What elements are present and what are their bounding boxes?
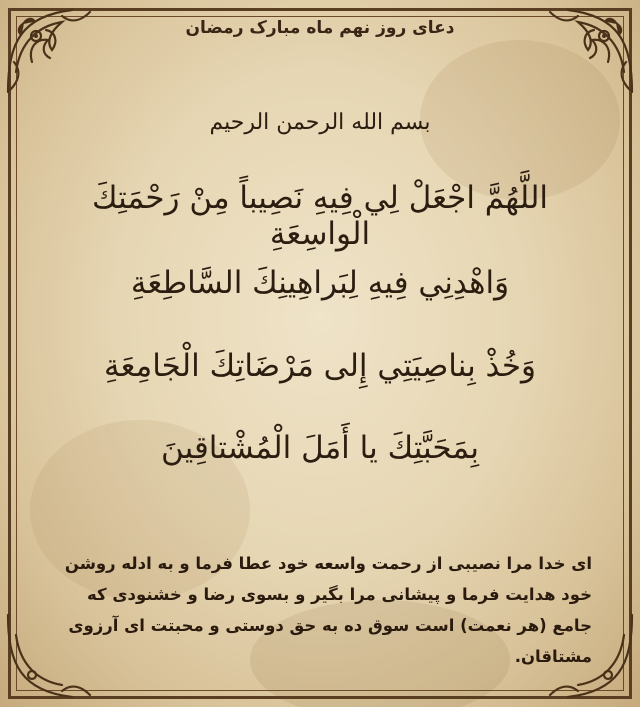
translation-paragraph: ای خدا مرا نصیبی از رحمت واسعه خود عطا فرما و به ادله روشن خود هدایت فرما و پیشانی مرا بگیر و بسوی رضا و خشنودی که جامع (هر نعمت) است سوق ده به حق دوستی و محبتت ای آرزوی مشتاقان.: [64, 554, 592, 666]
prayer-line-2: وَاهْدِنِي فِيهِ لِبَراهِينِكَ السَّاطِعَةِ: [130, 265, 510, 301]
prayer-line-1: اللَّهُمَّ اجْعَلْ لِي فِيهِ نَصِيباً مِنْ رَحْمَتِكَ الْواسِعَةِ: [91, 180, 549, 252]
prayer-line-3: وَخُذْ بِناصِيَتِي إِلى مَرْضَاتِكَ الْجَامِعَةِ: [104, 348, 536, 384]
page-title: دعای روز نهم ماه مبارک رمضان: [185, 18, 455, 38]
ornamental-corner-icon: [2, 2, 98, 98]
bismillah-line: بسم الله الرحمن الرحيم: [209, 110, 431, 135]
prayer-line-4: بِمَحَبَّتِكَ يا أَمَلَ الْمُشْتاقِينَ: [161, 430, 479, 466]
ornamental-corner-icon: [542, 2, 638, 98]
